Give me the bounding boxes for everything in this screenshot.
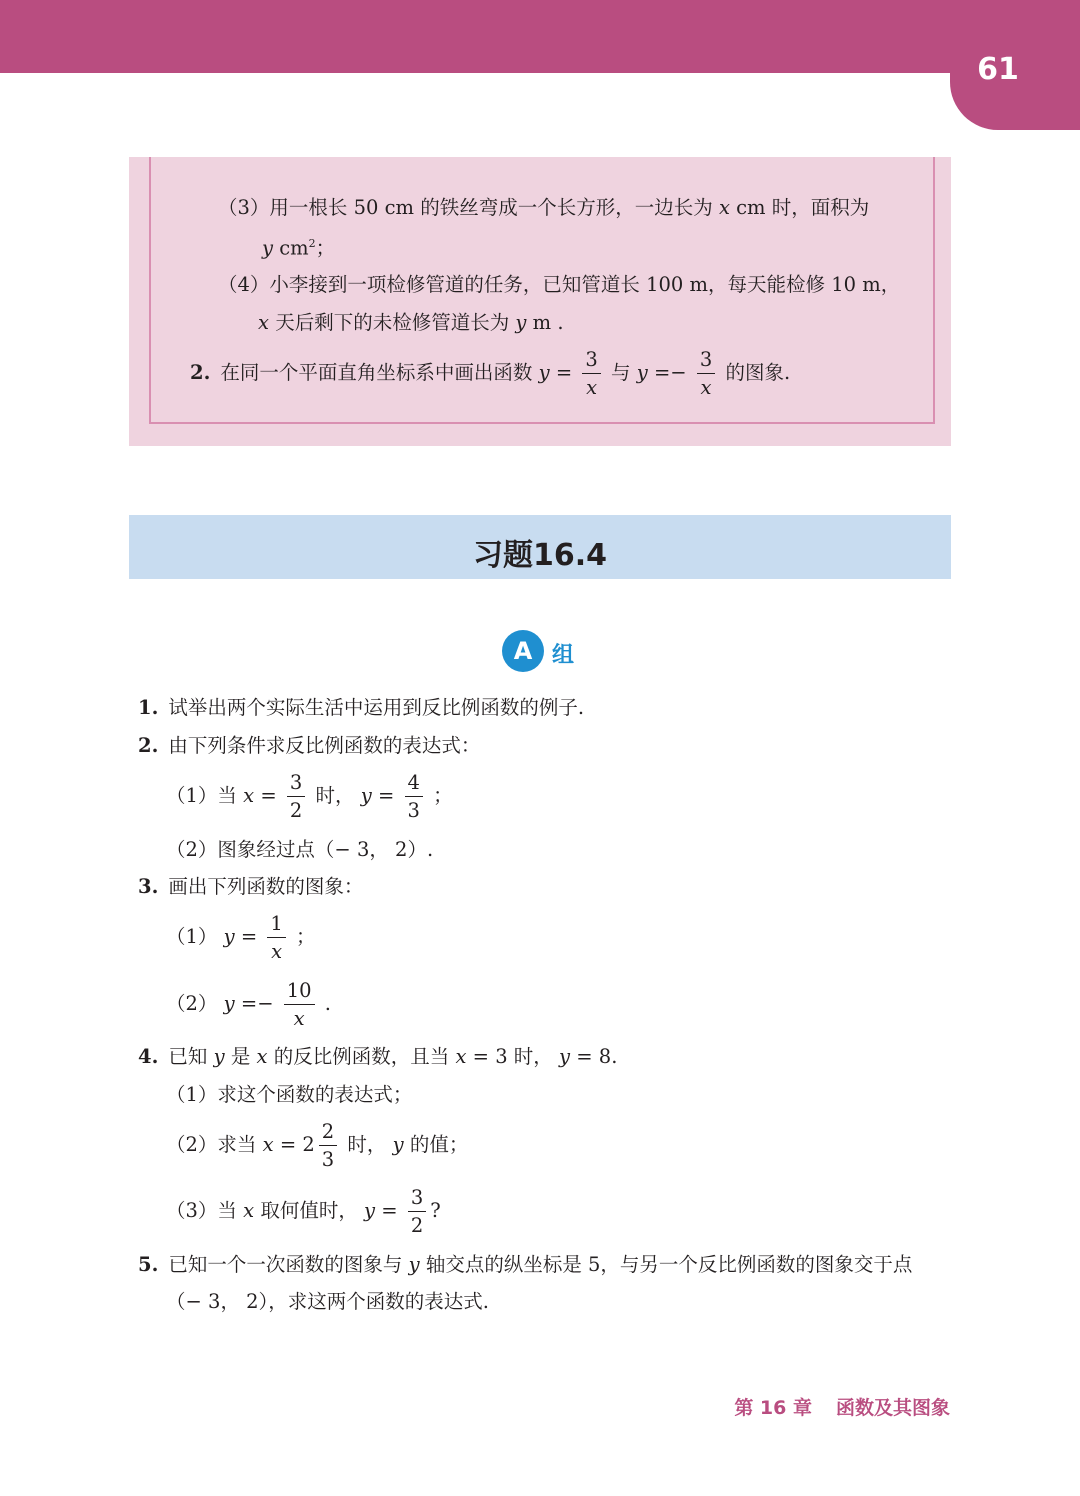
fraction <box>582 350 600 397</box>
math-var: y <box>408 1253 420 1276</box>
math-var: y <box>223 925 235 948</box>
text: 在同一个平面直角坐标系中画出函数 <box>220 361 533 384</box>
box-item-4 <box>218 275 900 295</box>
text: = <box>240 925 258 948</box>
group-badge: A <box>502 630 544 672</box>
text: （− 3， 2），求这两个函数的表达式. <box>166 1290 489 1313</box>
math-var: x <box>243 784 255 807</box>
text: . <box>324 992 331 1015</box>
text: （3）用一根长 50 cm 的铁丝弯成一个长方形，一边长为 <box>218 196 713 219</box>
numerator: 3 <box>287 773 305 797</box>
math-var: y <box>213 1045 225 1068</box>
text: （1）当 <box>166 784 237 807</box>
numerator: 3 <box>697 350 715 374</box>
text: （1） <box>166 925 218 948</box>
question-number: 5. <box>138 1253 159 1276</box>
math-var: x <box>258 311 269 334</box>
denominator: 3 <box>407 798 420 822</box>
text: （4）小李接到一项检修管道的任务，已知管道长 100 m，每天能检修 10 m， <box>218 273 901 296</box>
math-var: y <box>636 361 648 384</box>
text: 的值； <box>409 1133 469 1156</box>
text: m . <box>532 311 564 334</box>
text: 已知 <box>168 1045 208 1068</box>
chapter-number: 第 16 章 <box>734 1397 812 1419</box>
problem-2-1 <box>166 773 453 820</box>
problem-4-3 <box>166 1188 441 1235</box>
math-var: y <box>262 236 274 260</box>
problem-2-2 <box>166 840 433 860</box>
text: ； <box>433 784 453 807</box>
text: =− <box>653 361 687 384</box>
fraction <box>405 773 423 820</box>
problem-5 <box>138 1255 912 1275</box>
text: ? <box>430 1199 441 1222</box>
text: （3）当 <box>166 1199 237 1222</box>
fraction <box>284 981 315 1028</box>
text: 试举出两个实际生活中运用到反比例函数的例子. <box>168 696 585 719</box>
denominator: 3 <box>321 1147 335 1171</box>
fraction <box>319 1122 337 1169</box>
text: 已知一个一次函数的图象与 <box>168 1253 403 1276</box>
math-var: y <box>223 992 235 1015</box>
math-var: y <box>538 361 550 384</box>
text: 由下列条件求反比例函数的表达式： <box>168 734 481 757</box>
text: 的反比例函数，且当 <box>273 1045 450 1068</box>
numerator: 2 <box>319 1122 337 1146</box>
text: 天后剩下的未检修管道长为 <box>275 311 510 334</box>
numerator: 3 <box>408 1188 426 1212</box>
denominator: x <box>700 375 712 399</box>
exercise-title: 习题16.4 <box>472 538 608 573</box>
denominator: x <box>293 1006 305 1030</box>
math-var: x <box>455 1045 467 1068</box>
numerator: 3 <box>582 350 600 374</box>
problem-3-2 <box>166 981 331 1028</box>
text: = <box>555 361 573 384</box>
text: = 3 时， <box>472 1045 553 1068</box>
math-var: y <box>515 311 527 334</box>
text: 画出下列函数的图象： <box>168 875 364 898</box>
text: ； <box>296 925 316 948</box>
text: 的图象. <box>725 361 791 384</box>
group-label: 组 <box>552 643 575 668</box>
text: （2）求当 <box>166 1133 257 1156</box>
page-number: 61 <box>977 52 1019 87</box>
fraction <box>408 1188 426 1235</box>
exponent: 2 <box>308 237 316 250</box>
text: 取何值时， <box>260 1199 358 1222</box>
text: = <box>377 784 395 807</box>
text: 与 <box>610 361 631 384</box>
question-number: 2. <box>138 734 159 757</box>
text: = <box>260 784 277 807</box>
box-question-2 <box>190 350 790 397</box>
denominator: x <box>586 375 598 399</box>
math-var: x <box>262 1133 274 1156</box>
denominator: 2 <box>289 798 303 822</box>
question-number: 3. <box>138 875 159 898</box>
denominator: x <box>271 939 283 963</box>
problem-1 <box>138 698 584 718</box>
numerator: 4 <box>405 773 423 797</box>
question-number: 1. <box>138 696 159 719</box>
text: （1）求这个函数的表达式； <box>166 1083 413 1106</box>
header-bar <box>0 0 1080 73</box>
math-var: y <box>364 1199 376 1222</box>
box-item-3 <box>218 198 869 218</box>
problem-4 <box>138 1047 617 1067</box>
text: 轴交点的纵坐标是 5，与另一个反比例函数的图象交于点 <box>425 1253 913 1276</box>
text: （2）图象经过点（− 3， 2）. <box>166 838 434 861</box>
box-item-4-cont <box>258 313 564 333</box>
problem-5-cont <box>166 1292 489 1312</box>
text: = 2 <box>279 1133 315 1156</box>
chapter-title: 函数及其图象 <box>835 1397 950 1419</box>
text: 时， <box>347 1133 387 1156</box>
text: =− <box>240 992 274 1015</box>
fraction <box>287 773 305 820</box>
math-var: x <box>718 196 730 219</box>
box-item-3-cont <box>262 238 335 258</box>
text: ； <box>315 236 336 260</box>
text: = <box>381 1199 398 1222</box>
text: cm <box>279 236 309 260</box>
math-var: y <box>559 1045 571 1068</box>
fraction <box>267 914 285 961</box>
denominator: 2 <box>410 1213 424 1237</box>
text: （2） <box>166 992 218 1015</box>
problem-4-1 <box>166 1085 412 1105</box>
math-var: x <box>256 1045 268 1068</box>
text: 时， <box>315 784 355 807</box>
text: 是 <box>230 1045 251 1068</box>
numerator: 1 <box>267 914 285 938</box>
problem-2 <box>138 736 480 756</box>
question-number: 4. <box>138 1045 159 1068</box>
problem-4-2 <box>166 1122 468 1169</box>
text: cm 时，面积为 <box>736 196 870 219</box>
problem-3-1 <box>166 914 316 961</box>
fraction <box>697 350 715 397</box>
math-var: y <box>392 1133 404 1156</box>
text: = 8. <box>576 1045 618 1068</box>
math-var: x <box>243 1199 255 1222</box>
chapter-footer <box>734 1393 950 1420</box>
math-var: y <box>360 784 372 807</box>
question-number: 2. <box>190 361 211 384</box>
numerator: 10 <box>284 981 315 1005</box>
problem-3 <box>138 877 363 897</box>
